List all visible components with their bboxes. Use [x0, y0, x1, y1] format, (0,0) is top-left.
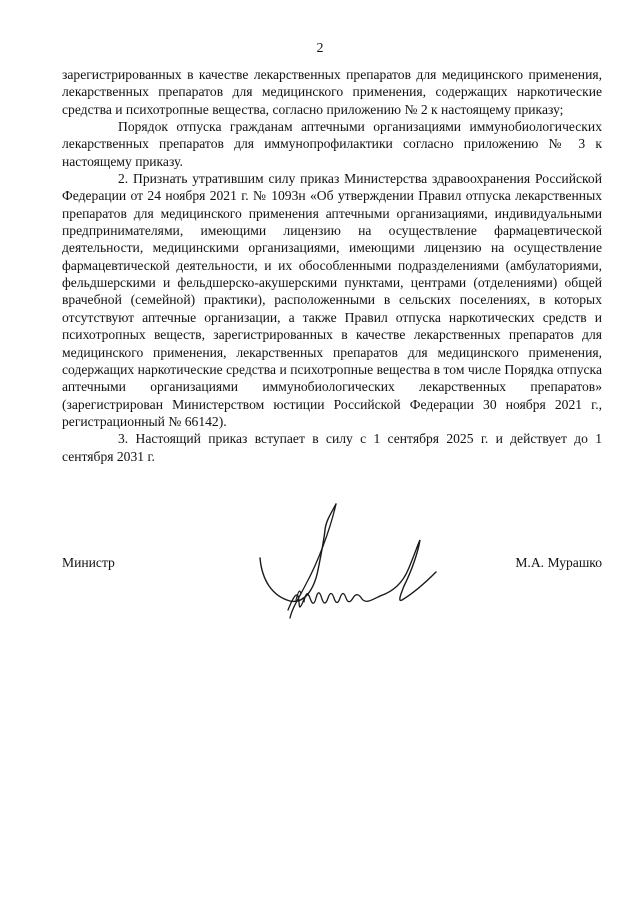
signatory-name: М.А. Мурашко: [515, 555, 602, 570]
page-number: 2: [316, 41, 324, 56]
paragraph-repeal-order: 2. Признать утратившим силу приказ Министерства здравоохранения Российской Федерации от 24 ноября 2021 г. № 1093н «Об утверждении Правил отпуска лекарственных препаратов для медицинского применения аптечными организациями, индивидуальными предпринимателями, имеющими лицензию на осуществление фармацевтической деятельности, медицинскими организациями, имеющими лицензию на осуществление фармацевтической деятельности, и их обособленными подразделениями (амбулаториями, фельдшерскими и фельдшерско-акушерскими пунктами, центрами (отделениями) общей врачебной (семейной) практики), расположенными в сельских поселениях, в которых отсутствуют аптечные организации, а также Правил отпуска наркотических средств и психотропных веществ, зарегистрированных в качестве лекарственных препаратов для медицинского применения, лекарственных препаратов для медицинского применения, содержащих наркотические средства и психотропные вещества в том числе Порядка отпуска аптечными организациями иммунобиологических лекарственных препаратов» (зарегистрирован Министерством юстиции Российской Федерации 30 ноября 2021 г., регистрационный № 66142).: [62, 171, 602, 429]
handwritten-signature: [252, 500, 442, 625]
paragraph-appendix-3: Порядок отпуска гражданам аптечными организациями иммунобиологических лекарственных препаратов для иммунопрофилактики согласно приложению № 3 к настоящему приказу.: [62, 119, 602, 169]
document-body: [62, 66, 602, 465]
paragraph-effective-date: 3. Настоящий приказ вступает в силу с 1 сентября 2025 г. и действует до 1 сентября 2031 г.: [62, 431, 602, 464]
paragraph-appendix-2-tail: зарегистрированных в качестве лекарственных препаратов для медицинского применения, лекарственных препаратов для медицинского применения, содержащих наркотические средства и психотропные вещества, согласно приложению № 2 к настоящему приказу;: [62, 67, 602, 117]
signatory-title: Министр: [62, 555, 115, 570]
